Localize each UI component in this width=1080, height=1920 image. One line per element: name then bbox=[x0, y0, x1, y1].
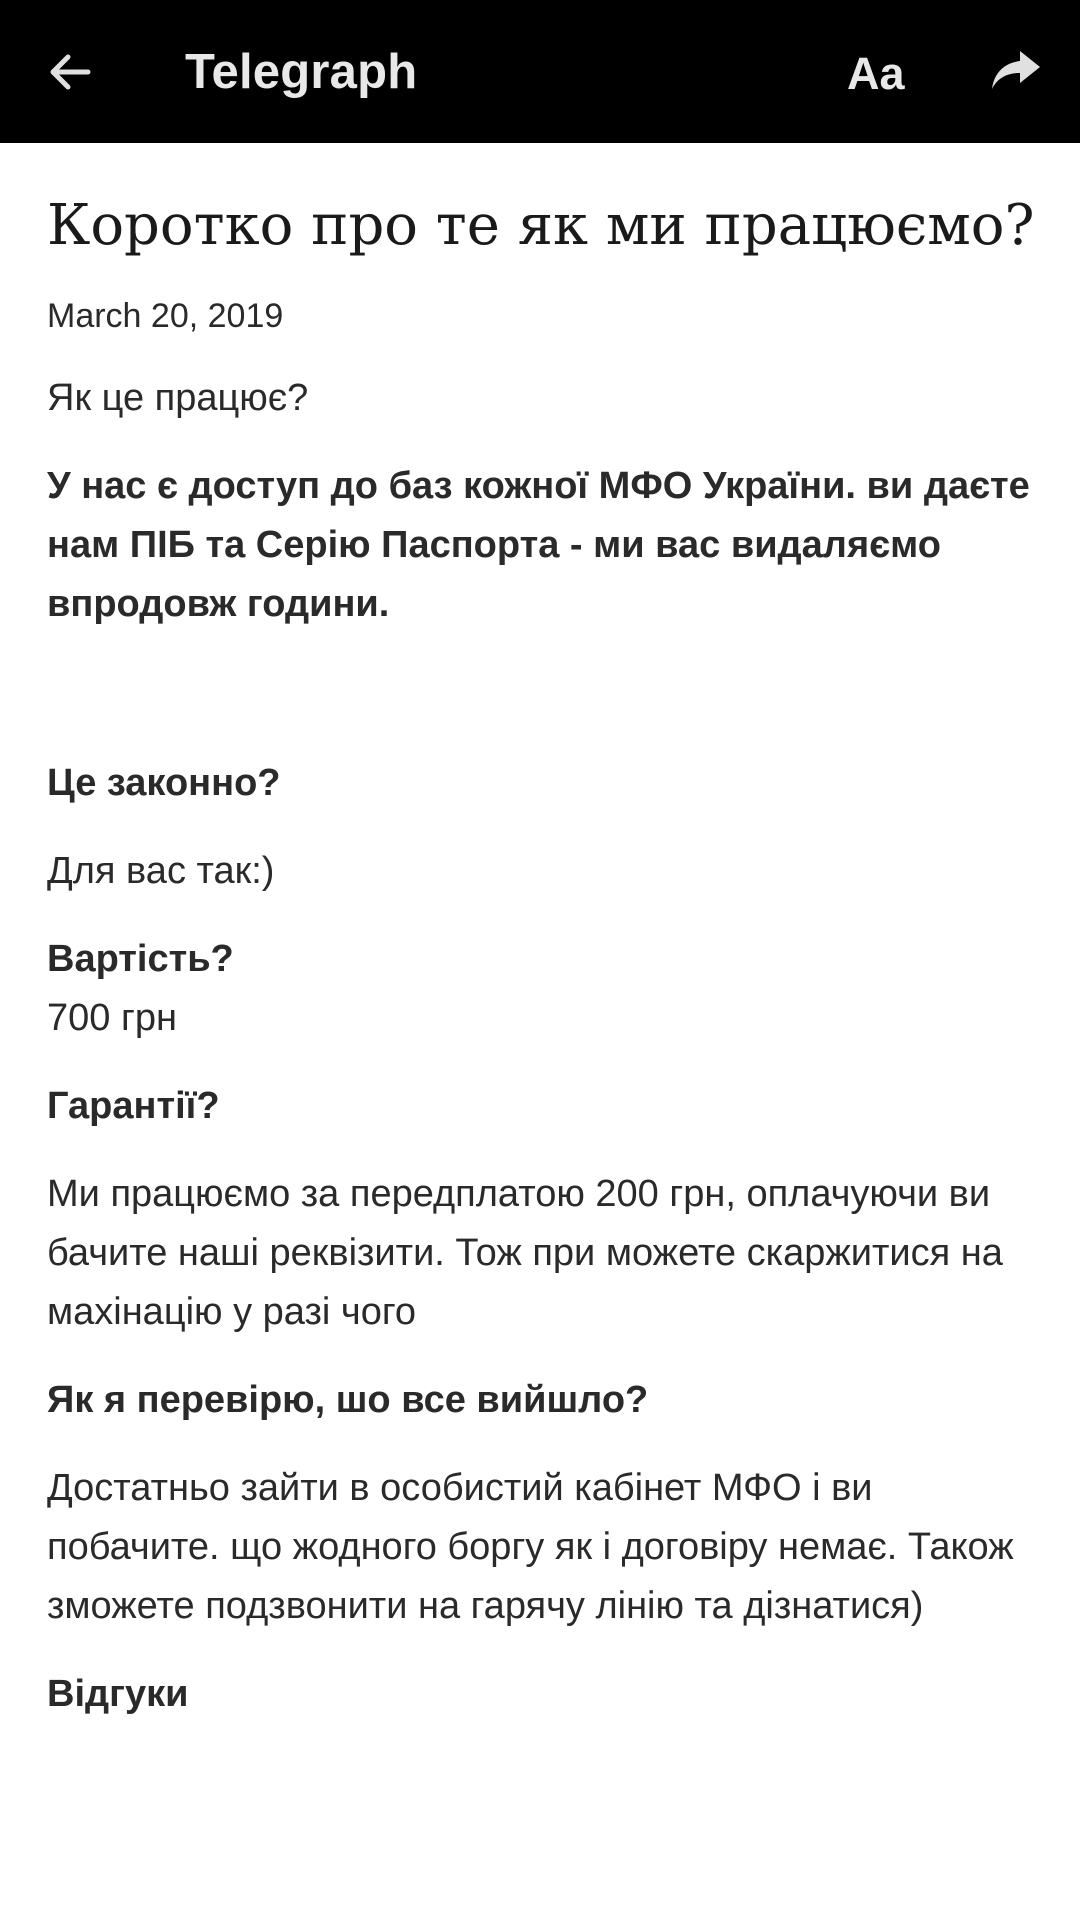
question-price: Вартість? bbox=[47, 938, 234, 980]
answer-verify: Достатньо зайти в особистий кабінет МФО і ви побачите. що жодного боргу як і договіру немає. Також зможете подзвонити на гарячу лінію та дізнатися) bbox=[47, 1467, 1014, 1627]
heading-reviews: Відгуки bbox=[47, 1673, 189, 1715]
answer-how-it-works: У нас є доступ до баз кожної МФО України. ви даєте нам ПІБ та Серію Паспорта - ми вас видаляємо впродовж години. bbox=[47, 465, 1030, 625]
back-arrow-icon[interactable] bbox=[44, 47, 94, 97]
app-bar bbox=[0, 0, 1080, 143]
question-legal: Це законно? bbox=[47, 762, 281, 804]
question-guarantees: Гарантії? bbox=[47, 1085, 220, 1127]
share-icon[interactable] bbox=[990, 47, 1042, 95]
font-size-button[interactable]: Aa bbox=[847, 48, 905, 99]
answer-guarantees: Ми працюємо за передплатою 200 грн, оплачуючи ви бачите наші реквізити. Тож при можете скаржитися на махінацію у разі чого bbox=[47, 1173, 1003, 1333]
answer-legal: Для вас так:) bbox=[47, 850, 275, 892]
app-title: Telegraph bbox=[185, 45, 418, 99]
article-date: March 20, 2019 bbox=[47, 297, 284, 335]
article-title: Коротко про те як ми працюємо? bbox=[47, 193, 1035, 258]
question-how-it-works: Як це працює? bbox=[47, 377, 309, 419]
answer-price: 700 грн bbox=[47, 997, 177, 1039]
question-verify: Як я перевірю, шо все вийшло? bbox=[47, 1379, 649, 1421]
article-body bbox=[47, 143, 1037, 1724]
